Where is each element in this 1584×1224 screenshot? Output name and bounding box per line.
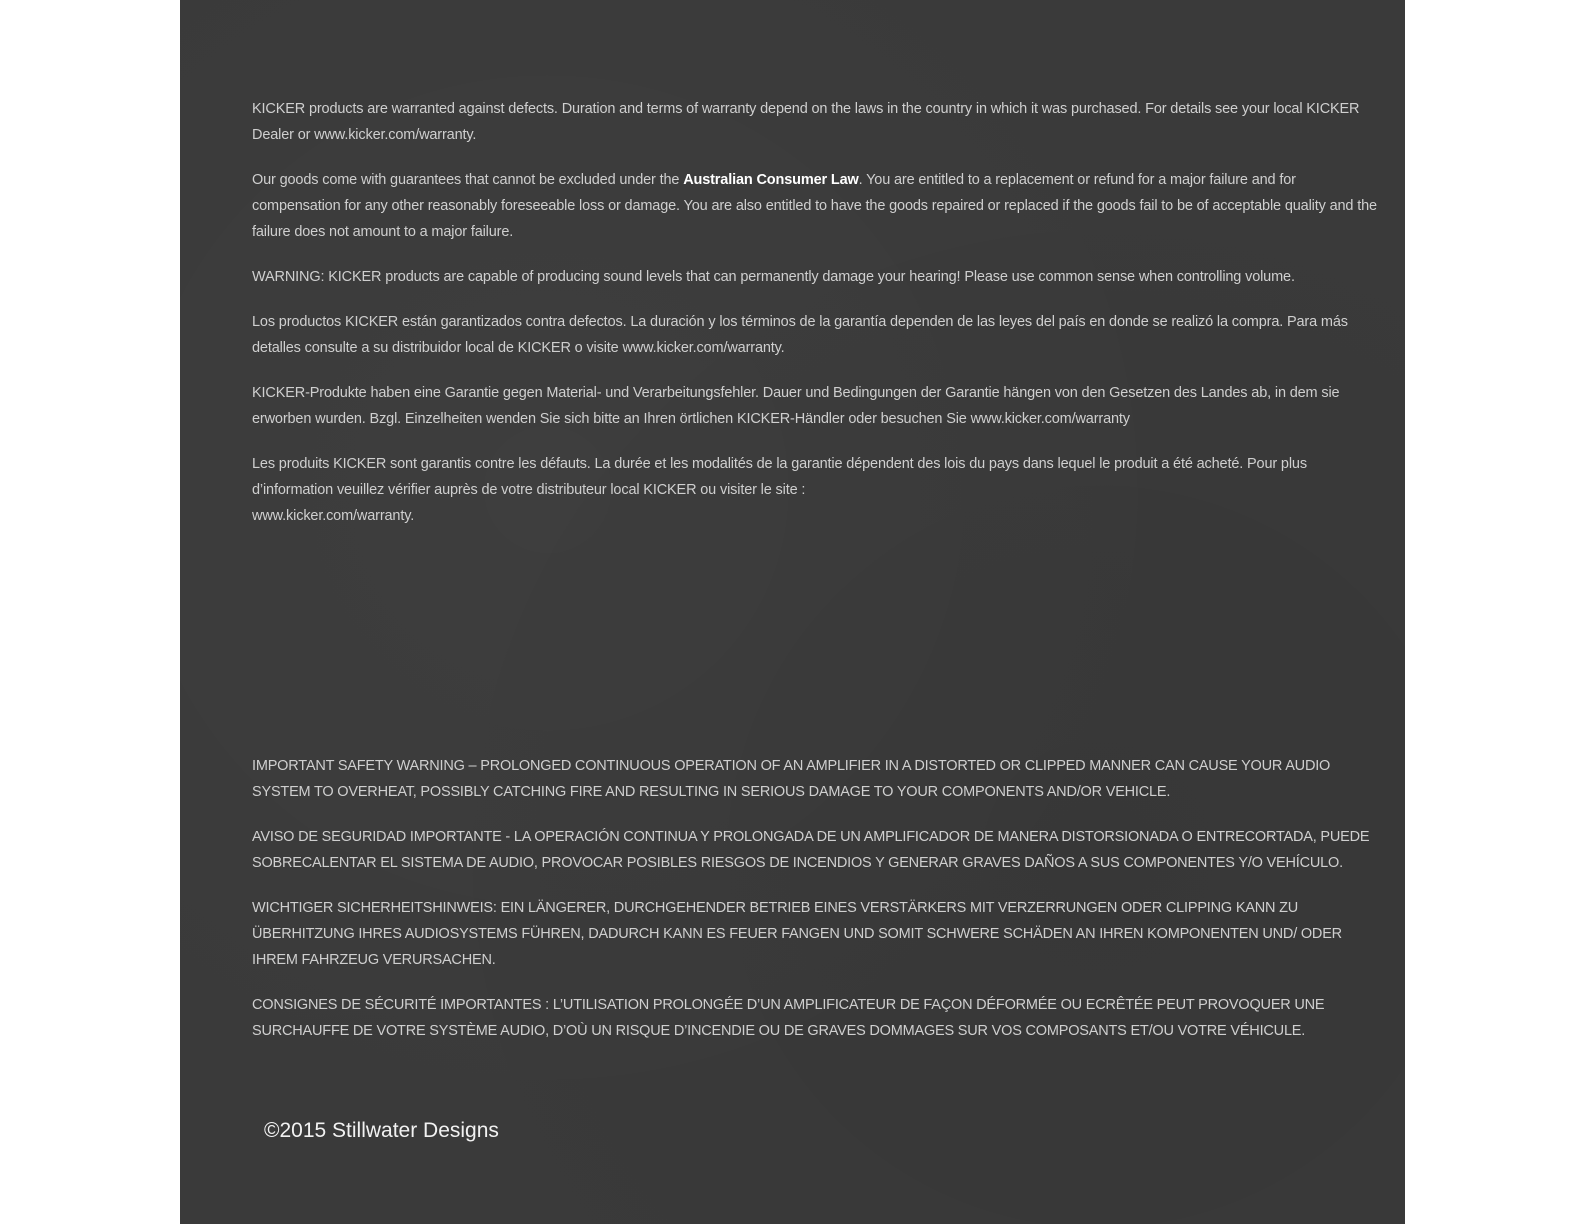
warranty-english: KICKER products are warranted against defects. Duration and terms of warranty depend on the laws in the country in which it was purchased. For details see your local KICKER Dealer or www.kicker.com/warranty.	[252, 101, 1360, 143]
warranty-spanish: Los productos KICKER están garantizados contra defectos. La duración y los términos de la garantía dependen de las leyes del país en donde se realizó la compra. Para más detalles consulte a su distribuidor local de KICKER o visite www.kicker.com/warranty.	[252, 314, 1348, 356]
warranty-french-url: www.kicker.com/warranty.	[252, 508, 415, 524]
safety-spanish: AVISO DE SEGURIDAD IMPORTANTE - LA OPERACIÓN CONTINUA Y PROLONGADA DE UN AMPLIFICADOR DE MANERA DISTORSIONADA O ENTRECORTADA, PUEDE SOBRECALENTAR EL SISTEMA DE AUDIO, PROVOCAR POSIBLES RIESGOS DE INCENDIOS Y GENERAR GRAVES DAÑOS A SUS COMPONENTES Y/O VEHÍCULO.	[252, 829, 1370, 871]
safety-english: IMPORTANT SAFETY WARNING – PROLONGED CONTINUOUS OPERATION OF AN AMPLIFIER IN A DISTORTED OR CLIPPED MANNER CAN CAUSE YOUR AUDIO SYSTEM TO OVERHEAT, POSSIBLY CATCHING FIRE AND RESULTING IN SERIOUS DAMAGE TO YOUR COMPONENTS AND/OR VEHICLE.	[252, 758, 1331, 800]
safety-french: CONSIGNES DE SÉCURITÉ IMPORTANTES : L’UTILISATION PROLONGÉE D’UN AMPLIFICATEUR DE FAÇON DÉFORMÉE OU ECRÊTÉE PEUT PROVOQUER UNE SURCHAUFFE DE VOTRE SYSTÈME AUDIO, D’OÙ UN RISQUE D’INCENDIE OU DE GRAVES DOMMAGES SUR VOS COMPOSANTS ET/OU VOTRE VÉHICULE.	[252, 997, 1325, 1039]
acl-bold: Australian Consumer Law	[683, 172, 859, 188]
australian-consumer-law	[252, 167, 1377, 245]
warranty-french-text: Les produits KICKER sont garantis contre les défauts. La durée et les modalités de la garantie dépendent des lois du pays dans lequel le produit a été acheté. Pour plus d’information veuillez vérifier auprès de votre distributeur local KICKER ou visiter le site :	[252, 456, 1307, 498]
copyright-notice: ©2015 Stillwater Designs	[264, 1119, 499, 1142]
safety-german: WICHTIGER SICHERHEITSHINWEIS: EIN LÄNGERER, DURCHGEHENDER BETRIEB EINES VERSTÄRKERS MIT VERZERRUNGEN ODER CLIPPING KANN ZU ÜBERHITZUNG IHRES AUDIOSYSTEMS FÜHREN, DADURCH KANN ES FEUER FANGEN UND SOMIT SCHWERE SCHÄDEN AN IHREN KOMPONENTEN UND/ ODER IHREM FAHRZEUG VERURSACHEN.	[252, 900, 1342, 968]
warranty-section	[252, 96, 1377, 548]
document-page	[180, 0, 1405, 1224]
warranty-french	[252, 451, 1377, 529]
warranty-german: KICKER-Produkte haben eine Garantie gegen Material- und Verarbeitungsfehler. Dauer und Bedingungen der Garantie hängen von den Gesetzen des Landes ab, in dem sie erworben wurden. Bzgl. Einzelheiten wenden Sie sich bitte an Ihren örtlichen KICKER-Händler oder besuchen Sie www.kicker.com/warranty	[252, 385, 1340, 427]
acl-text-before: Our goods come with guarantees that cannot be excluded under the	[252, 172, 684, 188]
safety-section	[252, 753, 1377, 1063]
acl-text-after: . You are entitled to a replacement or refund for a major failure and for compensation for any other reasonably foreseeable loss or damage. You are also entitled to have the goods repaired or replaced if the goods fail to be of acceptable quality and the failure does not amount to a major failure.	[252, 172, 1377, 240]
hearing-warning: WARNING: KICKER products are capable of producing sound levels that can permanently damage your hearing! Please use common sense when controlling volume.	[252, 269, 1295, 285]
